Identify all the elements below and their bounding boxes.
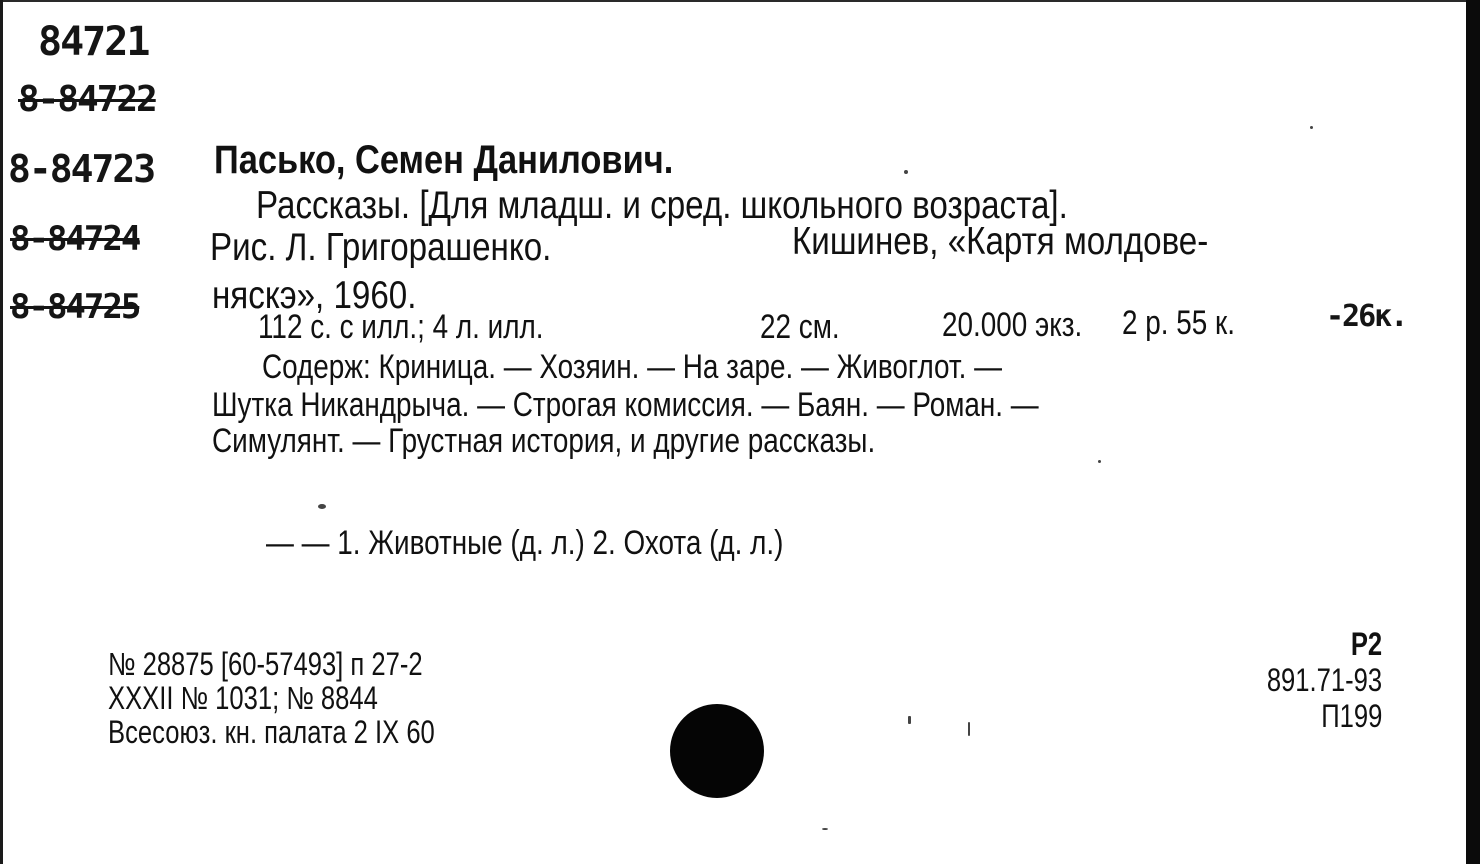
publisher-line: Кишинев, «Картя молдове- [792,220,1209,263]
classification-code: Р2 [1350,626,1382,662]
ink-speck [318,504,326,509]
author-heading: Пасько, Семен Данилович. [214,138,674,182]
ink-speck [908,716,911,724]
udc-code: 891.71-93 [1266,662,1382,698]
footer-chronicle-number: XXXII № 1031; № 8844 [108,680,378,716]
collation-pages: 112 с. с илл.; 4 л. илл. [258,308,544,346]
author-mark: П199 [1320,698,1382,734]
collation-size: 22 см. [760,308,840,346]
collation-copies: 20.000 экз. [942,306,1083,344]
inventory-number-5: 8-84725 [10,287,140,327]
punch-hole [670,704,764,798]
footer-record-number: № 28875 [60-57493] п 27-2 [108,646,423,682]
contents-line-1: Содерж: Криница. — Хозяин. — На заре. — Живоглот. — [262,348,1002,386]
inventory-number-3: 8-84723 [8,147,155,191]
footer-chamber: Всесоюз. кн. палата 2 IX 60 [108,714,435,750]
card-right-edge [1466,0,1480,864]
contents-line-3: Симулянт. — Грустная история, и другие рассказы. [212,422,876,460]
card-top-edge [0,0,1480,2]
price-printed: 2 р. 55 к. [1122,304,1235,342]
inventory-number-2: 8-84722 [18,79,156,120]
ink-speck [968,722,970,736]
ink-speck [1310,126,1313,129]
ink-speck [1098,460,1101,463]
inventory-number-4: 8-84724 [10,219,140,259]
subject-headings: — — 1. Животные (д. л.) 2. Охота (д. л.) [266,524,784,562]
card-left-edge [0,0,3,864]
publisher-year: няскэ», 1960. [212,274,417,317]
ink-speck [904,170,908,174]
inventory-number-1: 84721 [38,19,149,65]
price-handwritten: -26к. [1326,299,1407,334]
ink-speck [822,828,828,830]
illustrator: Рис. Л. Григорашенко. [210,226,552,269]
title-line-1: Рассказы. [Для младш. и сред. школьного возраста]. [256,184,1068,227]
contents-line-2: Шутка Никандрыча. — Строгая комиссия. — Баян. — Роман. — [212,386,1039,424]
